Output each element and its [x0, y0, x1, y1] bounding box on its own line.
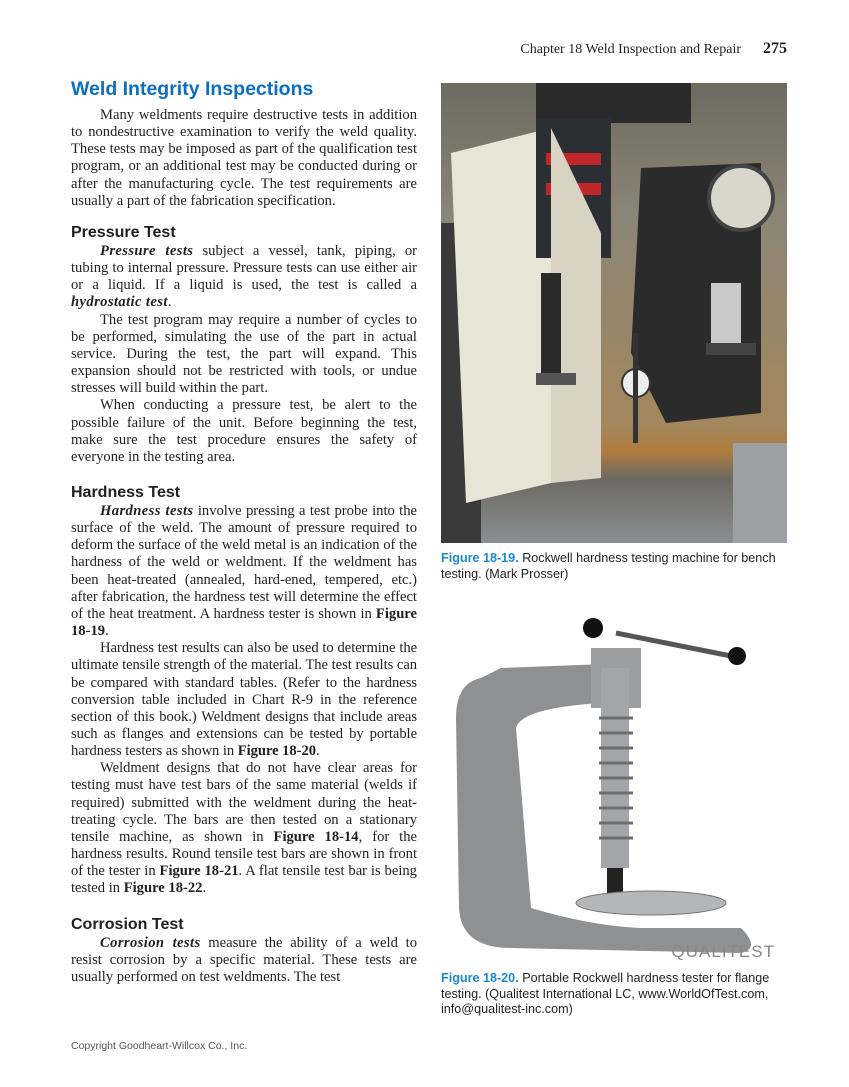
body-text: . A flat tensile test bar is being tested in	[71, 863, 417, 897]
heading-hardness-test: Hardness Test	[71, 483, 181, 501]
chapter-title: Chapter 18 Weld Inspection and Repair	[520, 42, 741, 57]
paragraph	[71, 312, 417, 398]
section-title: Weld Integrity Inspections	[71, 78, 314, 100]
key-term: Hardness tests	[100, 502, 194, 519]
figure-number: Figure 18-20.	[441, 971, 519, 985]
page-number: 275	[763, 40, 787, 57]
paragraph	[71, 760, 417, 897]
body-text: .	[105, 623, 109, 640]
heading-pressure-test: Pressure Test	[71, 223, 176, 241]
figure-18-20-caption	[441, 971, 781, 1018]
paragraph	[71, 243, 417, 312]
body-text: Weldment designs that do not have clear areas for testing must have test bars of the same material (welds if required) submitted with the weldment during the heat-treating cycle. The bars are then tested on a stationary tensile machine, as shown in	[71, 760, 417, 845]
paragraph	[71, 107, 417, 210]
body-text: .	[167, 294, 172, 311]
body-text: .	[315, 743, 320, 760]
body-text: involve pressing a test probe into the surface of the weld. The amount of pressure required to deform the surface of the weld metal is an indication of the hardness of the weld or weldment. If the weldment has been heat-treated (annealed, hard-ened, tempered, etc.) after fabrication, the hardness test will determine the effect of the heat treatment. A hardness tester is shown in	[71, 502, 417, 622]
body-text: subject a vessel, tank, piping, or tubing to internal pressure. Pressure tests can use either air or a liquid. If a liquid is used, the test is called a	[71, 242, 417, 294]
text-column	[71, 78, 417, 986]
figure-reference: Figure 18-14	[273, 828, 359, 845]
body-text: Many weldments require destructive tests in addition to nondestructive examination to verify the weld quality. These tests may be imposed as part of the qualification test program, or an additional test may be conducted during or after the manufacturing cycle. The test requirements are usually a part of the fabrication specification.	[71, 107, 417, 209]
paragraph	[71, 640, 417, 760]
figure-reference: Figure 18-22	[123, 880, 203, 897]
figure-number: Figure 18-19.	[441, 551, 519, 565]
key-term: hydrostatic test	[71, 294, 168, 311]
qualitest-logo: QUALITEST	[671, 942, 775, 961]
paragraph	[71, 397, 417, 466]
figure-reference: Figure 18-21	[159, 863, 239, 880]
caption-text: Rockwell hardness testing machine for bench testing. (Mark Prosser)	[441, 551, 776, 581]
key-term: Pressure tests	[100, 242, 194, 259]
key-term: Corrosion tests	[100, 934, 201, 951]
heading-corrosion-test: Corrosion Test	[71, 915, 184, 933]
body-text: When conducting a pressure test, be alert to the possible failure of the unit. Before beginning the test, make sure the test procedure ensures the safety of everyone in the testing area.	[71, 397, 417, 465]
figure-18-19-caption	[441, 551, 781, 582]
figure-18-19-photo	[441, 83, 787, 543]
figure-18-20-photo	[441, 608, 787, 968]
figure-reference: Figure 18-20	[237, 743, 316, 760]
rockwell-tester-illustration	[441, 83, 787, 543]
body-text: The test program may require a number of cycles to be performed, simulating the use of the part in actual service. During the test, the part will expand. This expansion should not be restricted with tools, or undue stresses will build within the part.	[71, 311, 417, 397]
copyright-footer: Copyright Goodheart-Willcox Co., Inc.	[71, 1040, 248, 1052]
figure-reference: Figure 18-19	[71, 605, 417, 640]
paragraph	[71, 503, 417, 640]
body-text: .	[202, 880, 207, 897]
caption-text: Portable Rockwell hardness tester for flange testing. (Qualitest International LC, www.WorldOfTest.com, info@qualitest-inc.com)	[441, 971, 770, 1016]
running-header	[520, 40, 787, 58]
body-text: Hardness test results can also be used to determine the ultimate tensile strength of the material. The test results can be compared with standard tables. (Refer to the hardness conversion table included in Chart R-9 in the reference section of this book.) Weldment designs that include areas such as flanges and extensions can be tested by portable hardness testers as shown in	[71, 640, 417, 760]
body-text: , for the hardness results. Round tensile test bars are shown in front of the tester in	[71, 828, 417, 880]
paragraph	[71, 935, 417, 986]
body-text: measure the ability of a weld to resist corrosion by a specific material. These tests are usually performed on test weldments. The test	[71, 934, 417, 985]
portable-hardness-tester-illustration	[441, 608, 787, 968]
